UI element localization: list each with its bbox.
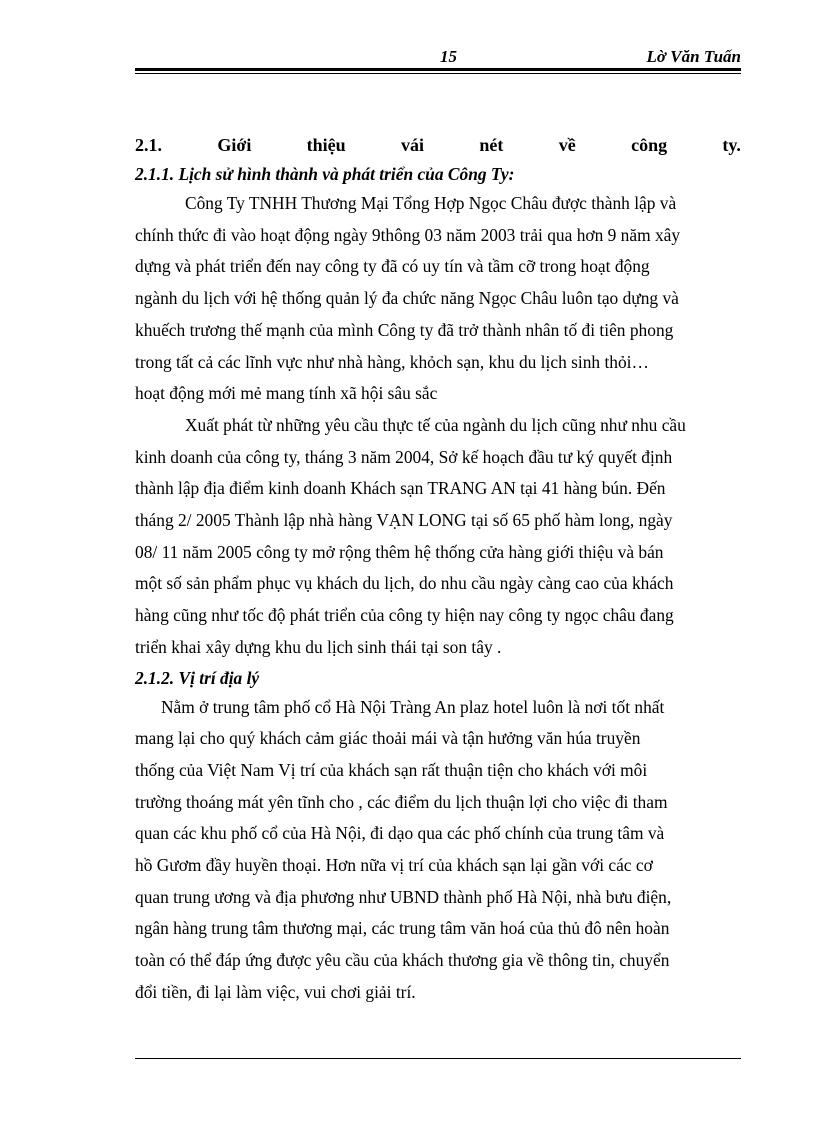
text-line: toàn có thể đáp ứng được yêu cầu của khách thương gia về thông tin, chuyển [135, 950, 670, 971]
heading-word: thiệu [306, 135, 346, 155]
text-line: thành lập địa điểm kinh doanh Khách sạn TRANG AN tại 41 hàng bún. Đến [135, 478, 666, 499]
heading-word: 2.1. [135, 135, 162, 155]
text-line: ngân hàng trung tâm thương mại, các trung tâm văn hoá của thủ đô nên hoàn [135, 918, 670, 939]
page-number: 15 [440, 47, 457, 66]
text-line: kinh doanh của công ty, tháng 3 năm 2004, Sở kế hoạch đầu tư ký quyết định [135, 446, 673, 467]
text-line: hoạt động mới mẻ mang tính xã hội sâu sắc [135, 383, 438, 404]
text-line: một số sản phẩm phục vụ khách du lịch, do nhu cầu ngày càng cao của khách [135, 573, 674, 594]
text-line: hàng cũng như tốc độ phát triển của công ty hiện nay công ty ngọc châu đang [135, 605, 674, 626]
page-header [135, 47, 741, 69]
page-content [135, 130, 741, 1009]
text-line: đổi tiền, đi lại làm việc, vui chơi giải trí. [135, 981, 416, 1002]
text-line: Công Ty TNHH Thương Mại Tổng Hợp Ngọc Châu được thành lập và [185, 193, 677, 213]
text-line: mang lại cho quý khách cảm giác thoải mái và tận hưởng văn húa truyền [135, 728, 641, 749]
paragraph-location [135, 692, 741, 1009]
heading-word: ty. [722, 135, 741, 155]
heading-word: nét [479, 135, 504, 155]
text-line: tháng 2/ 2005 Thành lập nhà hàng VẠN LONG tại số 65 phố hàm long, ngày [135, 510, 673, 531]
heading-word: vái [401, 135, 425, 155]
section-heading-2-1 [135, 130, 741, 160]
text-line: triển khai xây dựng khu du lịch sinh thái tại son tây . [135, 636, 502, 657]
text-line: chính thức đi vào hoạt động ngày 9thông 03 năm 2003 trải qua hơn 9 năm xây [135, 224, 681, 245]
footer-rule [135, 1058, 741, 1059]
text-line: Nằm ở trung tâm phố cổ Hà Nội Tràng An plaz hotel luôn là nơi tốt nhất [161, 696, 665, 717]
text-line: trường thoáng mát yên tĩnh cho , các điểm du lịch thuận lợi cho việc đi tham [135, 791, 668, 812]
author-name: Lờ Văn Tuấn [646, 47, 741, 66]
text-line: trong tất cả các lĩnh vực như nhà hàng, khỏch sạn, khu du lịch sinh thỏi… [135, 351, 649, 372]
heading-word: Giới [217, 135, 252, 155]
text-line: ngành du lịch với hệ thống quản lý đa chức năng Ngọc Châu luôn tạo dựng và [135, 288, 679, 309]
paragraph-history-1 [135, 188, 741, 410]
section-heading-2-1-2: 2.1.2. Vị trí địa lý [135, 667, 260, 688]
text-line: thống của Việt Nam Vị trí của khách sạn rất thuận tiện cho khách với môi [135, 759, 648, 780]
text-line: khuếch trương thế mạnh của mình Công ty đã trở thành nhân tố đi tiên phong [135, 319, 674, 340]
text-line: dựng và phát triển đến nay công ty đã có uy tín và tầm cỡ trong hoạt động [135, 256, 650, 277]
text-line: quan trung ương và địa phương như UBND thành phố Hà Nội, nhà bưu điện, [135, 886, 672, 907]
header-rule-thick [135, 68, 741, 71]
paragraph-history-2 [135, 410, 741, 664]
section-heading-2-1-1: 2.1.1. Lịch sử hình thành và phát triển của Công Ty: [135, 164, 515, 184]
heading-word: về [558, 135, 576, 155]
text-line: hồ Gươm đầy huyền thoại. Hơn nữa vị trí của khách sạn lại gần với các cơ [135, 855, 653, 876]
heading-word: công [631, 135, 668, 155]
text-line: Xuất phát từ những yêu cầu thực tế của ngành du lịch cũng như nhu cầu [185, 414, 686, 435]
text-line: quan các khu phố cổ của Hà Nội, đi dạo qua các phố chính của trung tâm và [135, 823, 665, 844]
header-rule-thin [135, 73, 741, 74]
text-line: 08/ 11 năm 2005 công ty mở rộng thêm hệ thống cửa hàng giới thiệu và bán [135, 541, 664, 562]
